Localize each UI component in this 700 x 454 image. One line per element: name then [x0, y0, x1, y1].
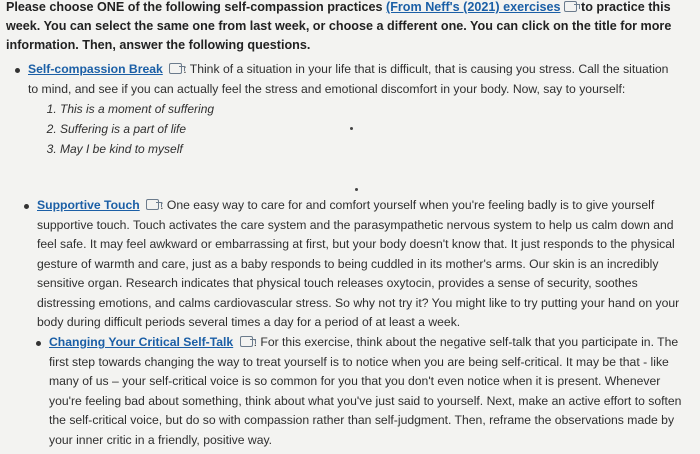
practice-item-supportive-touch: Supportive Touch : One easy way to care for and comfort yourself when you're feeling badly is to give yourself supportive touch. Touch activates the care system and the parasympathetic nervous system to help us calm down and feel safe. It may feel awkward or embarrassing at first, but your body doesn't know that. It just responds to the physical gesture of warmth and care, just as a baby responds to being cuddled in its mother's arms. Our skin is an incredibly sensitive organ. Research indicates that physical touch releases oxytocin, provides a sense of security, soothes distressing emotions, and calms cardiovascular stress. So why not try it? You might like to try putting your hand on your body during difficult periods several times a day for a period of at least a week. — [37, 196, 685, 333]
intro-text-start: Please choose ONE of the following self-compassion practices — [6, 0, 387, 14]
supportive-touch-description: One easy way to care for and comfort yourself when you're feeling badly is to give yourself supportive touch. Touch activates the care system and the parasympathetic nervous system to help us calm down and feel safe. It may feel awkward or embarrassing at first, but your body doesn't know that. It just responds to the physical gesture of warmth and care, just as a baby responds to being cuddled in its mother's arms. Our skin is an incredibly sensitive organ. Research indicates that physical touch releases oxytocin, provides a sense of security, soothes distressing emotions, and calms cardiovascular stress. So why not try it? You might like to try putting your hand on your body during difficult periods several times a day for a period of at least a week. — [37, 198, 680, 329]
external-link-icon — [146, 199, 159, 210]
stray-mark — [350, 127, 353, 130]
bullet-dot — [15, 68, 20, 73]
self-compassion-break-link[interactable]: Self-compassion Break — [28, 62, 163, 76]
critical-self-talk-link[interactable]: Changing Your Critical Self-Talk — [49, 335, 234, 349]
self-compassion-break-description: Think of a situation in your life that is difficult, that is causing you stress. Call the situation to mind, and see if you can actually feel the stress and emotional discomfort in your body. Now, say to yourself: — [28, 62, 669, 96]
external-link-icon — [240, 336, 253, 347]
practice-item-critical-self-talk: Changing Your Critical Self-Talk : For this exercise, think about the negative self-talk that you participate in. The first step towards changing the way to treat yourself is to notice when you are being self-critical. It may be that - like many of us – your self-critical voice is so common for you that you don't even notice when it is present. Whenever you're feeling bad about something, think about what you've just said to yourself. Next, make an active effort to soften the self-critical voice, but do so with compassion rather than self-judgment. Then, reframe the observations made by your inner critic in a friendly, positive way. — [49, 333, 689, 450]
intro-text-end: to practice this week. You can select the same one from last week, or choose a different one. You can click on the title for more information. Then, answer the following questions. — [6, 0, 672, 52]
critical-self-talk-description: For this exercise, think about the negative self-talk that you participate in. The first step towards changing the way to treat yourself is to notice when you are being self-critical. It may be that - like many of us – your self-critical voice is so common for you that you don't even notice when it is present. Whenever you're feeling bad about something, think about what you've just said to yourself. Next, make an active effort to soften the self-critical voice, but do so with compassion rather than self-judgment. Then, reframe the observations made by your inner critic in a friendly, positive way. — [49, 335, 682, 447]
external-link-icon — [564, 1, 577, 12]
intro-paragraph — [6, 0, 694, 55]
phrase-item: 2. Suffering is a part of life — [60, 119, 670, 139]
phrase-item: 3. May I be kind to myself — [60, 139, 670, 159]
stray-mark — [355, 188, 358, 191]
self-compassion-phrases — [28, 99, 670, 159]
external-link-icon — [169, 63, 182, 74]
practice-item-self-compassion-break: Self-compassion Break : Think of a situation in your life that is difficult, that is causing you stress. Call the situation to mind, and see if you can actually feel the stress and emotional discomfort in your body. Now, say to yourself: 1. This is a moment of suffering 2. Suffering is a part of life 3. May I be kind to myself — [28, 60, 670, 159]
bullet-dot — [36, 341, 41, 346]
neff-exercises-link[interactable]: (From Neff's (2021) exercises — [386, 0, 561, 14]
supportive-touch-link[interactable]: Supportive Touch — [37, 198, 140, 212]
bullet-dot — [24, 204, 29, 209]
phrase-item: 1. This is a moment of suffering — [60, 99, 670, 119]
